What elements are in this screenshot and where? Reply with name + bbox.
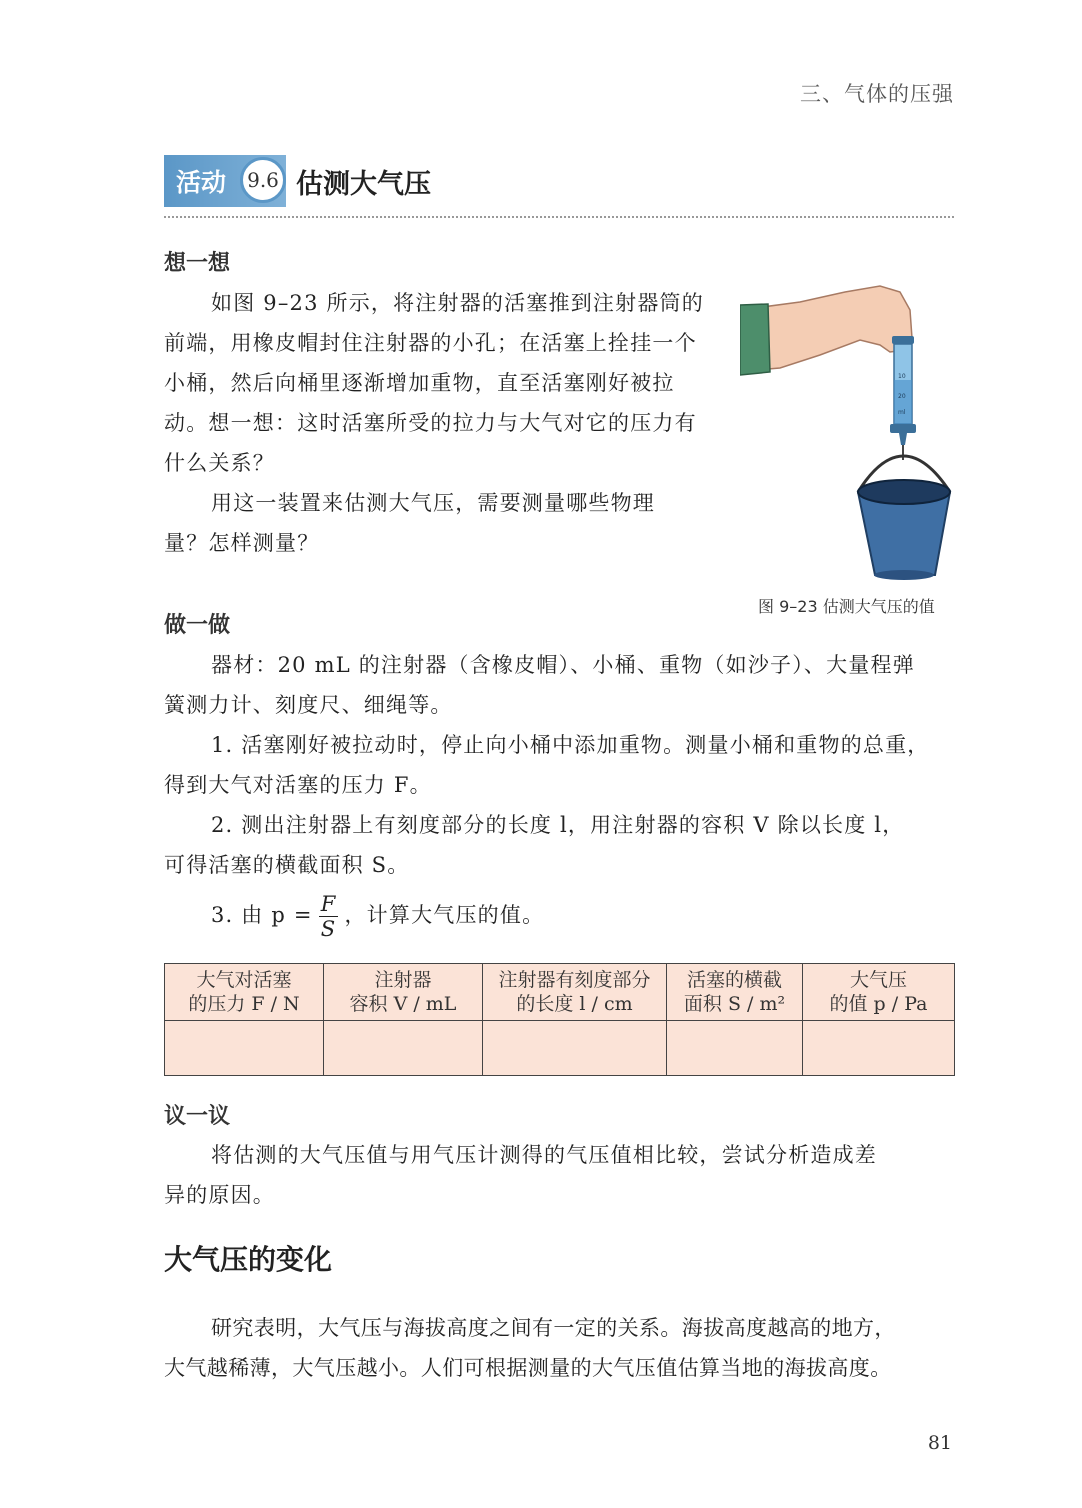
table-header-cell: 注射器有刻度部分 的长度 l / cm — [483, 964, 667, 1021]
table-cell[interactable] — [803, 1021, 955, 1076]
think-line: 如图 9–23 所示，将注射器的活塞推到注射器筒的 — [211, 291, 704, 315]
think-line: 用这一装置来估测大气压，需要测量哪些物理 — [211, 491, 655, 515]
do-step-3 — [211, 892, 544, 941]
do-materials — [164, 645, 964, 725]
do-heading: 做一做 — [164, 613, 231, 638]
discuss-line: 将估测的大气压值与用气压计测得的气压值相比较，尝试分析造成差 — [211, 1143, 877, 1167]
do-step-1 — [164, 725, 964, 805]
table-header-row — [165, 964, 955, 1021]
section-paragraph — [164, 1308, 964, 1388]
syringe-mark: 10 — [898, 373, 906, 380]
do-line: 2. 测出注射器上有刻度部分的长度 l，用注射器的容积 V 除以长度 l， — [211, 813, 905, 837]
table-header-cell: 大气压 的值 p / Pa — [803, 964, 955, 1021]
table-header-cell: 大气对活塞 的压力 F / N — [165, 964, 324, 1021]
do-line: 簧测力计、刻度尺、细绳等。 — [164, 693, 453, 717]
think-heading: 想一想 — [164, 251, 231, 276]
do-line: 得到大气对活塞的压力 F。 — [164, 773, 432, 797]
table-cell[interactable] — [483, 1021, 667, 1076]
step-3-suffix: ，计算大气压的值。 — [344, 903, 545, 927]
formula-numerator: F — [320, 892, 337, 916]
activity-label: 活动 — [176, 168, 227, 197]
discuss-paragraph — [164, 1135, 964, 1215]
do-line: 可得活塞的横截面积 S。 — [164, 853, 410, 877]
table-header-cell: 注射器 容积 V / mL — [324, 964, 483, 1021]
discuss-line: 异的原因。 — [164, 1183, 275, 1207]
think-paragraph-2 — [164, 483, 734, 563]
syringe-mark: ml — [898, 409, 906, 416]
table-cell[interactable] — [165, 1021, 324, 1076]
syringe-mark: 20 — [898, 393, 906, 400]
think-line: 量？怎样测量？ — [164, 531, 320, 555]
pressure-formula — [319, 892, 339, 941]
discuss-heading: 议一议 — [164, 1104, 231, 1129]
figure-caption: 图 9–23 估测大气压的值 — [758, 597, 935, 616]
section-line: 大气越稀薄，大气压越小。人们可根据测量的大气压值估算当地的海拔高度。 — [164, 1356, 892, 1380]
table-row — [165, 1021, 955, 1076]
think-line: 前端，用橡皮帽封住注射器的小孔；在活塞上拴挂一个 — [164, 331, 697, 355]
measurement-table — [164, 963, 955, 1076]
activity-number: 9.6 — [247, 168, 279, 192]
think-line: 动。想一想：这时活塞所受的拉力与大气对它的压力有 — [164, 411, 697, 435]
section-line: 研究表明，大气压与海拔高度之间有一定的关系。海拔高度越高的地方， — [211, 1316, 896, 1340]
activity-title: 估测大气压 — [296, 169, 431, 200]
table-cell[interactable] — [324, 1021, 483, 1076]
do-line: 1. 活塞刚好被拉动时，停止向小桶中添加重物。测量小桶和重物的总重， — [211, 733, 930, 757]
table-cell[interactable] — [667, 1021, 803, 1076]
formula-denominator: S — [320, 917, 337, 941]
think-line: 什么关系？ — [164, 451, 275, 475]
table-header-cell: 活塞的横截 面积 S / m² — [667, 964, 803, 1021]
page-number: 81 — [927, 1432, 952, 1454]
syringe-bucket-illustration — [740, 280, 960, 585]
do-line: 器材：20 mL 的注射器（含橡皮帽）、小桶、重物（如沙子）、大量程弹 — [211, 653, 915, 677]
activity-number-badge — [240, 157, 286, 203]
step-3-prefix: 3. 由 p = — [211, 903, 313, 927]
divider — [164, 216, 954, 218]
running-head: 三、气体的压强 — [800, 82, 954, 106]
think-paragraph-1 — [164, 283, 734, 483]
think-line: 小桶，然后向桶里逐渐增加重物，直至活塞刚好被拉 — [164, 371, 675, 395]
do-step-2 — [164, 805, 964, 885]
section-title: 大气压的变化 — [164, 1243, 333, 1276]
